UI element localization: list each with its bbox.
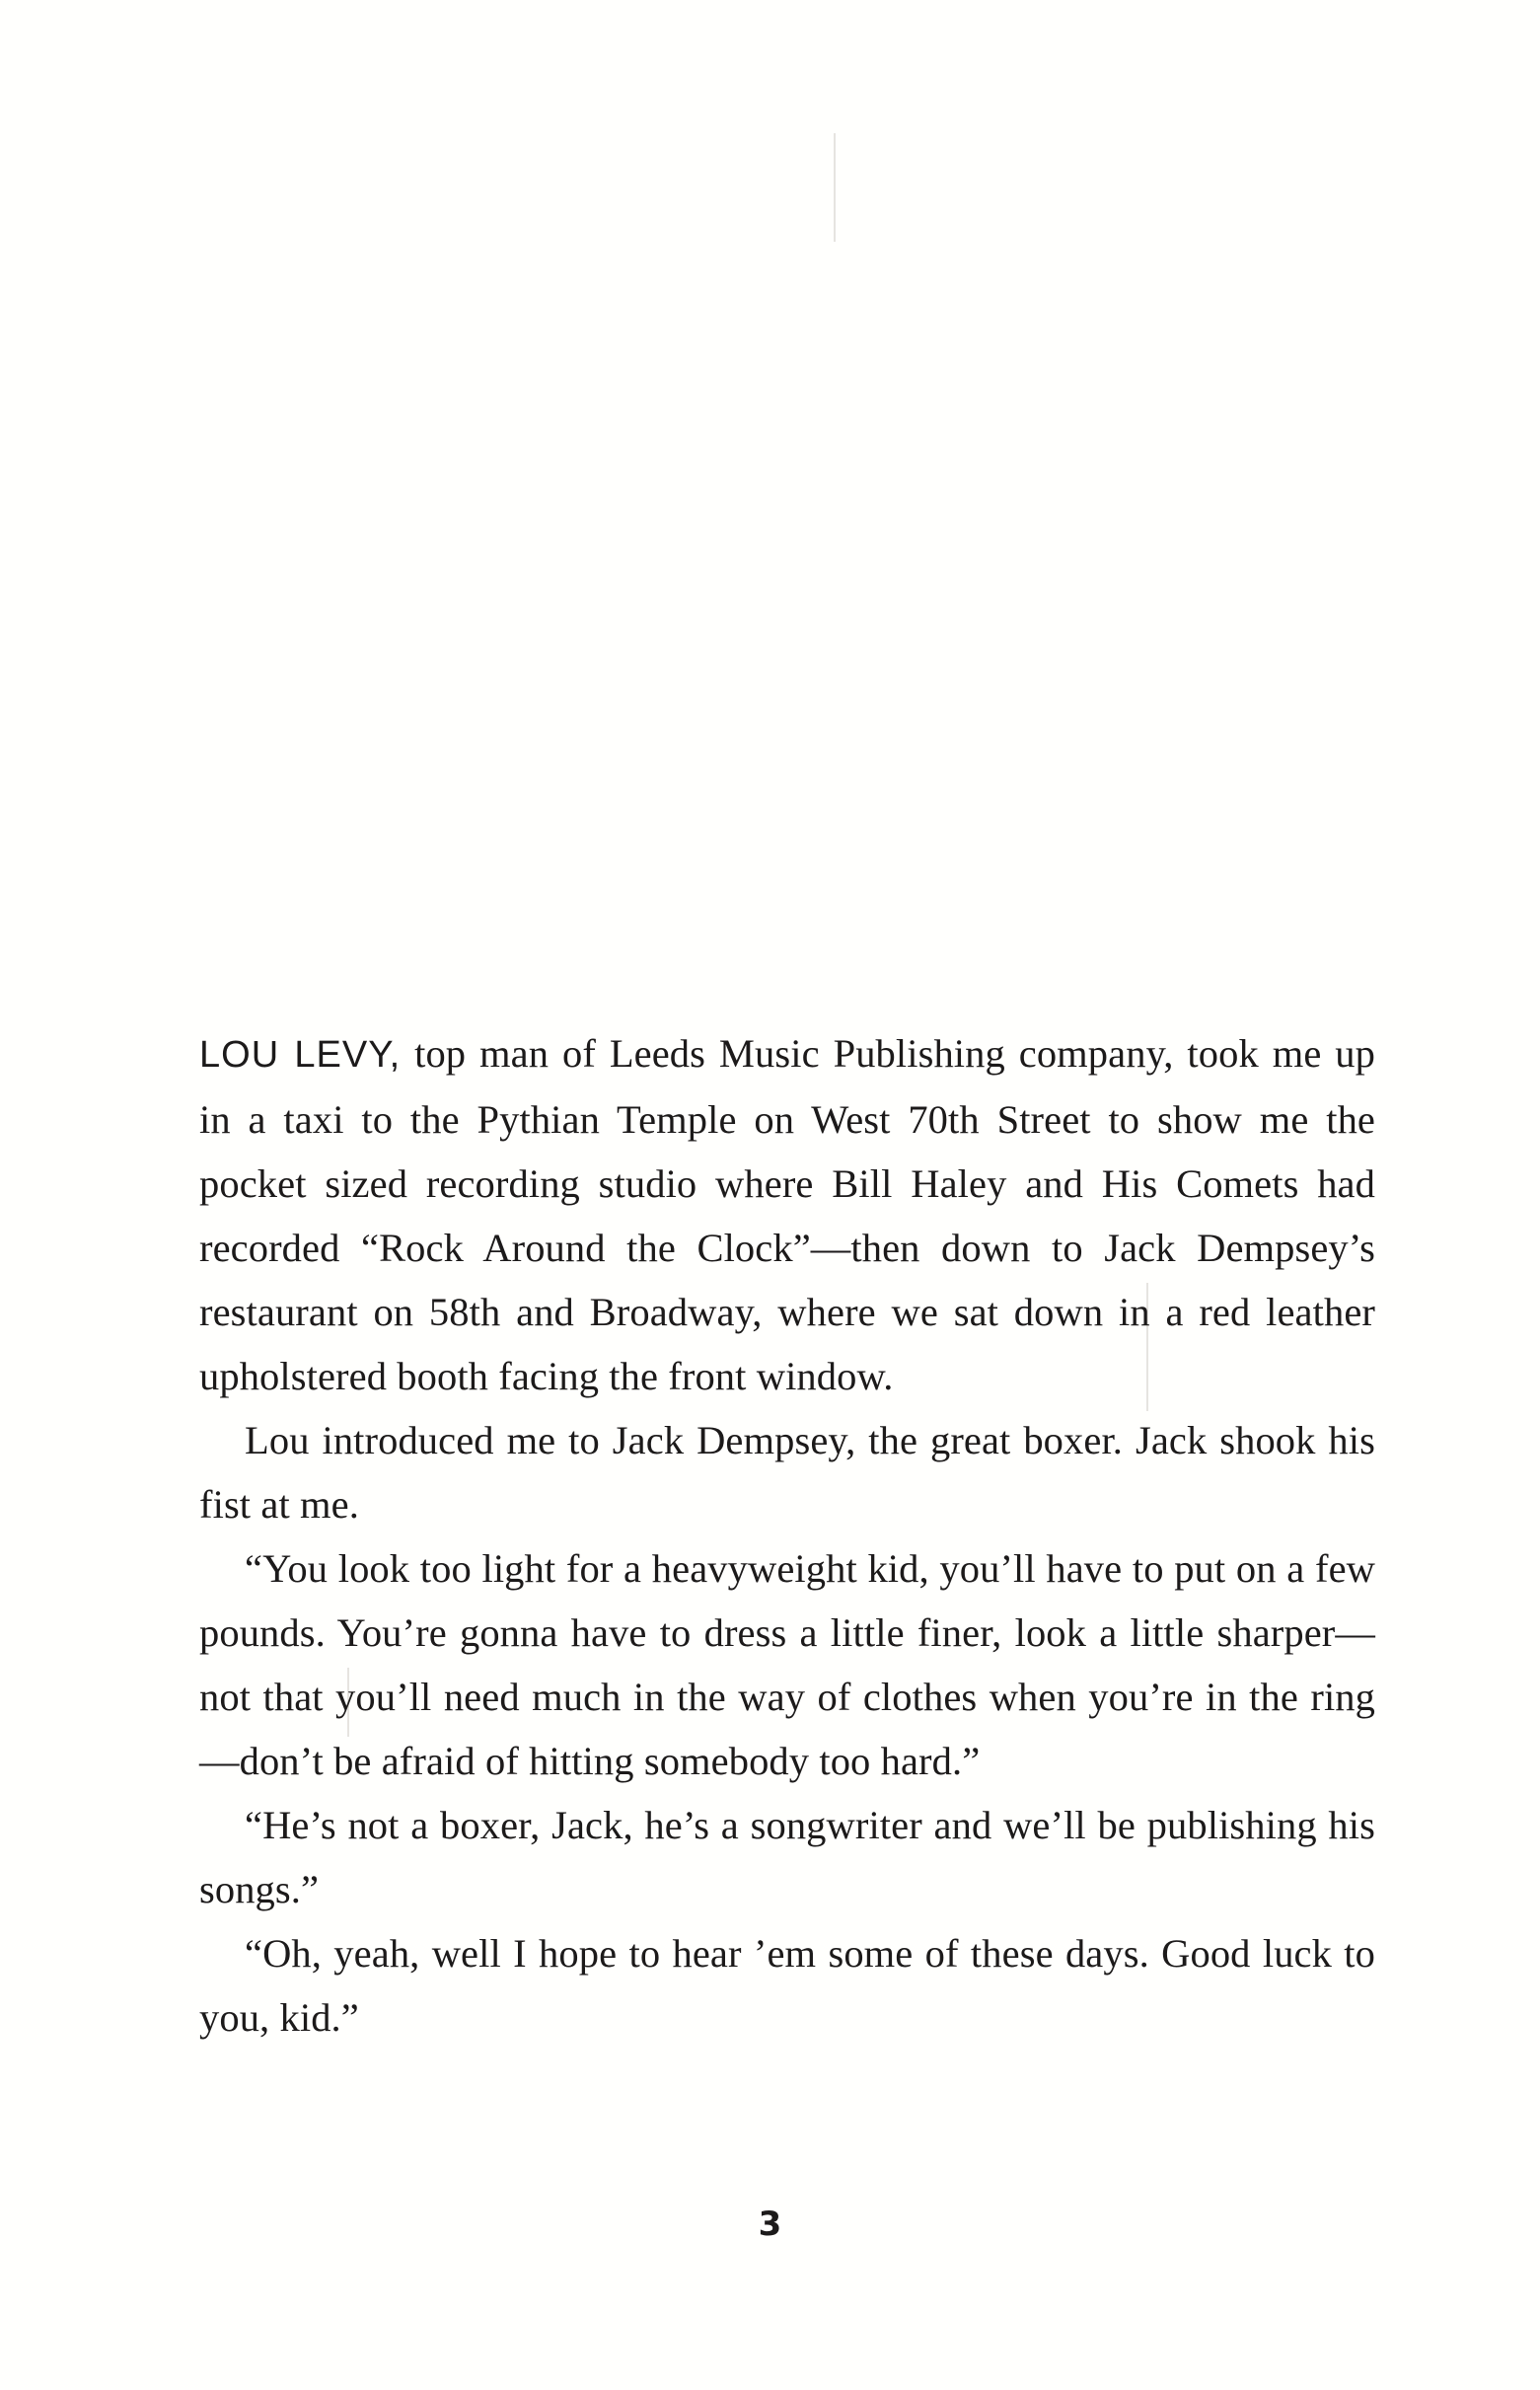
paragraph-5: “Oh, yeah, well I hope to hear ’em some of these days. Good luck to you, kid.” [199,1931,1375,2040]
paragraph-4: “He’s not a boxer, Jack, he’s a songwriter and we’ll be publishing his songs.” [199,1803,1375,1911]
paragraph-3: “You look too light for a heavyweight kid, you’ll have to put on a few pounds. You’re gonna have to dress a little finer, look a little sharper—not that you’ll need much in the way of clothes when you’re in the ring—don’t be afraid of hitting somebody too hard.” [199,1546,1375,1783]
scan-artifact [834,133,836,242]
paragraph-2: Lou introduced me to Jack Dempsey, the great boxer. Jack shook his fist at me. [199,1418,1375,1527]
paragraph-1-text: top man of Leeds Music Publishing company, took me up in a taxi to the Pythian Temple on West 70th Street to show me the pocket sized recording studio where Bill Haley and His Comets had recorded “Rock Around the Clock”—then down to Jack Dempsey’s restaurant on 58th and Broadway, where we sat down in a red leather upholstered booth facing the front window. [199,1031,1375,1398]
paragraph-1 [199,1021,1375,1408]
page-number: 3 [758,2204,782,2244]
lead-caps: LOU LEVY, [199,1034,402,1076]
body-text [199,1021,1375,2050]
